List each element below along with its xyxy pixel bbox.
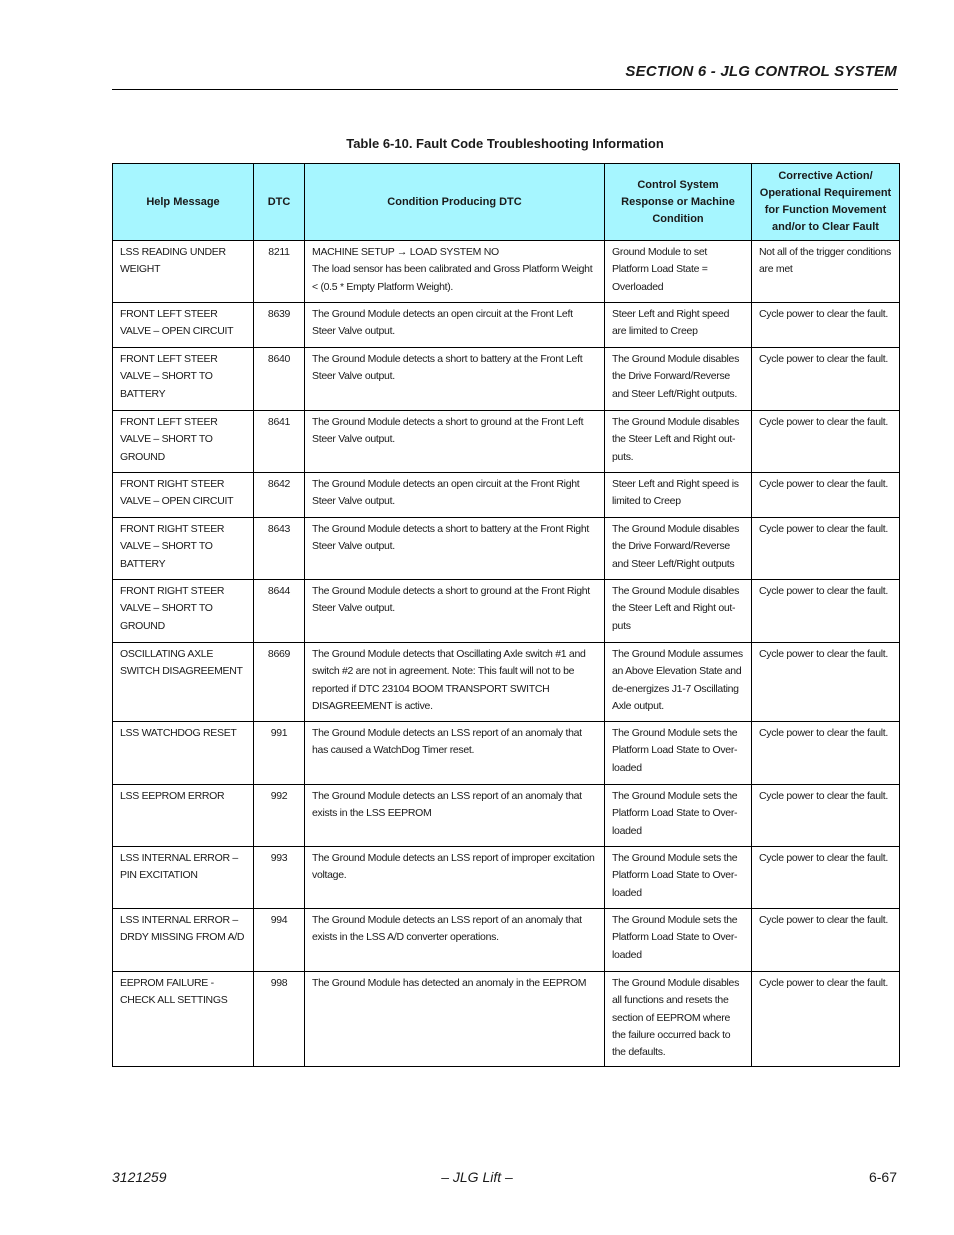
- help-message-cell: FRONT LEFT STEER VALVE – SHORT TO BATTERY: [113, 348, 254, 411]
- corrective-action-cell: Cycle power to clear the fault.: [752, 972, 900, 1067]
- dtc-cell: 8642: [254, 473, 305, 518]
- response-cell: The Ground Module sets the Platform Load State to Over-loaded: [605, 785, 752, 847]
- footer-center: [0, 1169, 954, 1185]
- table-row: [113, 580, 900, 643]
- dtc-cell: 992: [254, 785, 305, 847]
- dtc-cell: 8641: [254, 411, 305, 473]
- condition-cell: The Ground Module detects a short to battery at the Front Left Steer Valve output.: [305, 348, 605, 411]
- dtc-cell: 994: [254, 909, 305, 972]
- corrective-action-cell: Cycle power to clear the fault.: [752, 643, 900, 722]
- footer-brand: – JLG Lift –: [441, 1169, 513, 1185]
- response-cell: The Ground Module disables the Drive Forward/Reverse and Steer Left/Right outputs.: [605, 348, 752, 411]
- help-message-cell: LSS WATCHDOG RESET: [113, 722, 254, 785]
- table-row: [113, 722, 900, 785]
- response-cell: The Ground Module sets the Platform Load State to Over-loaded: [605, 722, 752, 785]
- column-header-response: Control System Response or Machine Condition: [605, 164, 752, 241]
- condition-cell: The Ground Module detects an LSS report of an anomaly that has caused a WatchDog Timer reset.: [305, 722, 605, 785]
- response-cell: The Ground Module sets the Platform Load State to Over-loaded: [605, 847, 752, 909]
- corrective-action-cell: Cycle power to clear the fault.: [752, 303, 900, 348]
- dtc-cell: 993: [254, 847, 305, 909]
- condition-cell: The Ground Module has detected an anomaly in the EEPROM: [305, 972, 605, 1067]
- response-cell: Steer Left and Right speed is limited to Creep: [605, 473, 752, 518]
- condition-cell: The Ground Module detects a short to battery at the Front Right Steer Valve output.: [305, 518, 605, 580]
- help-message-cell: FRONT RIGHT STEER VALVE – SHORT TO GROUND: [113, 580, 254, 643]
- column-header-help-message: Help Message: [113, 164, 254, 241]
- help-message-cell: EEPROM FAILURE - CHECK ALL SETTINGS: [113, 972, 254, 1067]
- table-row: [113, 303, 900, 348]
- response-cell: The Ground Module disables the Drive Forward/Reverse and Steer Left/Right outputs: [605, 518, 752, 580]
- response-cell: The Ground Module sets the Platform Load State to Over-loaded: [605, 909, 752, 972]
- document-number: 3121259: [112, 1169, 167, 1185]
- page-number: 6-67: [868, 1169, 897, 1185]
- help-message-cell: LSS INTERNAL ERROR – DRDY MISSING FROM A/D: [113, 909, 254, 972]
- table-row: [113, 518, 900, 580]
- condition-cell: The Ground Module detects an LSS report of an anomaly that exists in the LSS A/D converter operations.: [305, 909, 605, 972]
- help-message-cell: OSCILLATING AXLE SWITCH DISAGREEMENT: [113, 643, 254, 722]
- response-cell: The Ground Module disables the Steer Left and Right out-puts.: [605, 411, 752, 473]
- help-message-cell: FRONT RIGHT STEER VALVE – OPEN CIRCUIT: [113, 473, 254, 518]
- dtc-cell: 8640: [254, 348, 305, 411]
- condition-cell: The Ground Module detects an open circuit at the Front Right Steer Valve output.: [305, 473, 605, 518]
- table-caption: Table 6-10. Fault Code Troubleshooting Information: [346, 136, 664, 151]
- column-header-dtc: DTC: [254, 164, 305, 241]
- dtc-cell: 8211: [254, 241, 305, 303]
- help-message-cell: LSS INTERNAL ERROR – PIN EXCITATION: [113, 847, 254, 909]
- dtc-cell: 998: [254, 972, 305, 1067]
- corrective-action-cell: Cycle power to clear the fault.: [752, 580, 900, 643]
- dtc-cell: 8643: [254, 518, 305, 580]
- table-header-row: [113, 164, 900, 241]
- corrective-action-cell: Cycle power to clear the fault.: [752, 909, 900, 972]
- response-cell: The Ground Module disables all functions and resets the section of EEPROM where the failure occurred back to the defaults.: [605, 972, 752, 1067]
- response-cell: Steer Left and Right speed are limited to Creep: [605, 303, 752, 348]
- condition-cell: The Ground Module detects an LSS report of an anomaly that exists in the LSS EEPROM: [305, 785, 605, 847]
- condition-line: MACHINE SETUP → LOAD SYSTEM NO: [312, 246, 499, 258]
- table-row: [113, 473, 900, 518]
- help-message-cell: LSS EEPROM ERROR: [113, 785, 254, 847]
- corrective-action-cell: Cycle power to clear the fault.: [752, 473, 900, 518]
- table-row: [113, 643, 900, 722]
- condition-cell: The Ground Module detects that Oscillating Axle switch #1 and switch #2 are not in agreement. Note: This fault will not to be reported if DTC 23104 BOOM TRANSPORT SWITCH DISAGREEMENT is active.: [305, 643, 605, 722]
- corrective-action-cell: Cycle power to clear the fault.: [752, 847, 900, 909]
- corrective-action-cell: Cycle power to clear the fault.: [752, 411, 900, 473]
- table-row: [113, 972, 900, 1067]
- condition-cell: The Ground Module detects an LSS report of improper excitation voltage.: [305, 847, 605, 909]
- section-title: SECTION 6 - JLG CONTROL SYSTEM: [625, 63, 897, 80]
- corrective-action-cell: Cycle power to clear the fault.: [752, 518, 900, 580]
- help-message-cell: FRONT RIGHT STEER VALVE – SHORT TO BATTERY: [113, 518, 254, 580]
- table-row: [113, 411, 900, 473]
- fault-code-table: [112, 163, 900, 1067]
- dtc-cell: 8639: [254, 303, 305, 348]
- corrective-action-cell: Cycle power to clear the fault.: [752, 785, 900, 847]
- response-cell: Ground Module to set Platform Load State = Overloaded: [605, 241, 752, 303]
- corrective-action-cell: Cycle power to clear the fault.: [752, 722, 900, 785]
- table-body: [113, 241, 900, 1067]
- response-cell: The Ground Module assumes an Above Elevation State and de-energizes J1-7 Oscillating Axle output.: [605, 643, 752, 722]
- condition-cell: The Ground Module detects a short to ground at the Front Left Steer Valve output.: [305, 411, 605, 473]
- column-header-condition: Condition Producing DTC: [305, 164, 605, 241]
- table-row: [113, 909, 900, 972]
- table-row: [113, 241, 900, 303]
- table-row: [113, 785, 900, 847]
- condition-cell: The Ground Module detects an open circuit at the Front Left Steer Valve output.: [305, 303, 605, 348]
- condition-line: The load sensor has been calibrated and Gross Platform Weight < (0.5 * Empty Platform Weight).: [312, 263, 593, 293]
- condition-cell: [305, 241, 605, 303]
- header-divider: [112, 89, 898, 90]
- response-cell: The Ground Module disables the Steer Left and Right out-puts: [605, 580, 752, 643]
- dtc-cell: 991: [254, 722, 305, 785]
- corrective-action-cell: Not all of the trigger conditions are met: [752, 241, 900, 303]
- dtc-cell: 8669: [254, 643, 305, 722]
- help-message-cell: FRONT LEFT STEER VALVE – OPEN CIRCUIT: [113, 303, 254, 348]
- corrective-action-cell: Cycle power to clear the fault.: [752, 348, 900, 411]
- help-message-cell: FRONT LEFT STEER VALVE – SHORT TO GROUND: [113, 411, 254, 473]
- help-message-cell: LSS READING UNDER WEIGHT: [113, 241, 254, 303]
- column-header-corrective-action: Corrective Action/ Operational Requirement for Function Movement and/or to Clear Fault: [752, 164, 900, 241]
- dtc-cell: 8644: [254, 580, 305, 643]
- condition-cell: The Ground Module detects a short to ground at the Front Right Steer Valve output.: [305, 580, 605, 643]
- table-row: [113, 348, 900, 411]
- table-row: [113, 847, 900, 909]
